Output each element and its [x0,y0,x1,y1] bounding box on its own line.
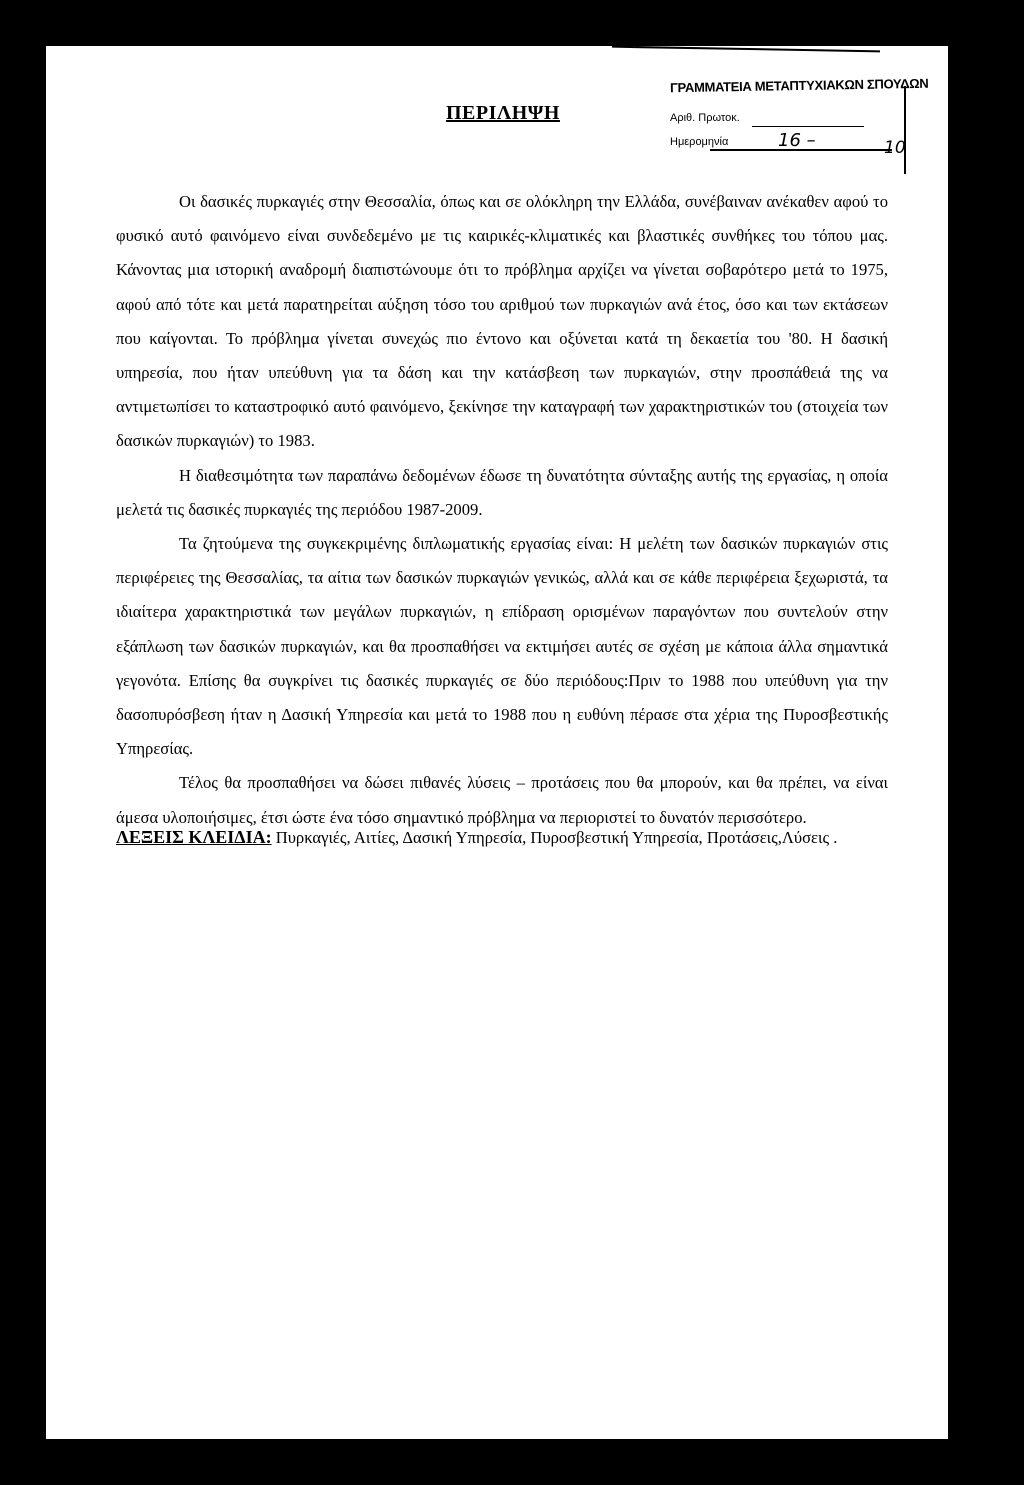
stamp-handwritten-extra: 10 [884,138,906,158]
document-page [46,46,948,1439]
page-title: ΠΕΡΙΛΗΨΗ [446,102,560,124]
abstract-paragraph: Η διαθεσιμότητα των παραπάνω δεδομένων έδωσε τη δυνατότητα σύνταξης αυτής της εργασίας, η οποία μελετά τις δασικές πυρκαγιές της περιόδου 1987-2009. [116,465,888,519]
keywords-label: ΛΕΞΕΙΣ ΚΛΕΙΔΙΑ: [116,827,272,847]
stamp-border-right [904,86,906,174]
stamp-handwritten-date: 16 – [778,130,816,151]
stamp-date-label: Ημερομηνία [670,136,729,148]
abstract-paragraph: Τέλος θα προσπαθήσει να δώσει πιθανές λύσεις – προτάσεις που θα μπορούν, και θα πρέπει, να είναι άμεσα υλοποιήσιμες, έτσι ώστε ένα τόσο σημαντικό πρόβλημα να περιοριστεί το δυνατόν περισσότερο. [116,773,888,827]
abstract-body [116,185,888,835]
stamp-protocol-label: Αριθ. Πρωτοκ. [670,112,740,124]
stamp-office-name: ΓΡΑΜΜΑΤΕΙΑ ΜΕΤΑΠΤΥΧΙΑΚΩΝ ΣΠΟΥΔΩΝ [669,75,929,96]
stamp-protocol-underline [752,126,864,127]
keywords-section [116,824,888,851]
abstract-paragraph: Τα ζητούμενα της συγκεκριμένης διπλωματικής εργασίας είναι: Η μελέτη των δασικών πυρκαγιών στις περιφέρειες της Θεσσαλίας, τα αίτια των δασικών πυρκαγιών γενικώς, αλλά και σε κάθε περιφέρεια ξεχωριστά, τα ιδιαίτερα χαρακτηριστικά των μεγάλων πυρκαγιών, η επίδραση ορισμένων παραγόντων που συντελούν στην εξάπλωση των δασικών πυρκαγιών, και θα προσπαθήσει να εκτιμήσει αυτές σε σχέση με κάποια άλλα σημαντικά γεγονότα. Επίσης θα συγκρίνει τις δασικές πυρκαγιές σε δύο περιόδους:Πριν το 1988 που υπεύθυνη για την δασοπυρόσβεση ήταν η Δασική Υπηρεσία και μετά το 1988 που η ευθύνη πέρασε στα χέρια της Πυροσβεστικής Υπηρεσίας. [116,534,888,759]
abstract-paragraph: Οι δασικές πυρκαγιές στην Θεσσαλία, όπως και σε ολόκληρη την Ελλάδα, συνέβαιναν ανέκαθεν αφού το φυσικό αυτό φαινόμενο είναι συνδεδεμένο με τις καιρικές-κλιματικές και βλαστικές συνθήκες του τόπου μας. Κάνοντας μια ιστορική αναδρομή διαπιστώνουμε ότι το πρόβλημα αρχίζει να γίνεται σοβαρότερο μετά το 1975, αφού από τότε και μετά παρατηρείται αύξηση τόσο του αριθμού των πυρκαγιών ανά έτος, όσο και των εκτάσεων που καίγονται. Το πρόβλημα γίνεται συνεχώς πιο έντονο και οξύνεται κατά τη δεκαετία του '80. Η δασική υπηρεσία, που ήταν υπεύθυνη για τα δάση και την κατάσβεση των πυρκαγιών, στην προσπάθειά της να αντιμετωπίσει το καταστροφικό αυτό φαινόμενο, ξεκίνησε την καταγραφή των χαρακτηριστικών του (στοιχεία των δασικών πυρκαγιών) το 1983. [116,192,888,451]
keywords-list: Πυρκαγιές, Αιτίες, Δασική Υπηρεσία, Πυροσβεστική Υπηρεσία, Προτάσεις,Λύσεις . [275,828,838,847]
stamp-border-top [612,46,880,52]
registration-stamp [602,46,929,176]
